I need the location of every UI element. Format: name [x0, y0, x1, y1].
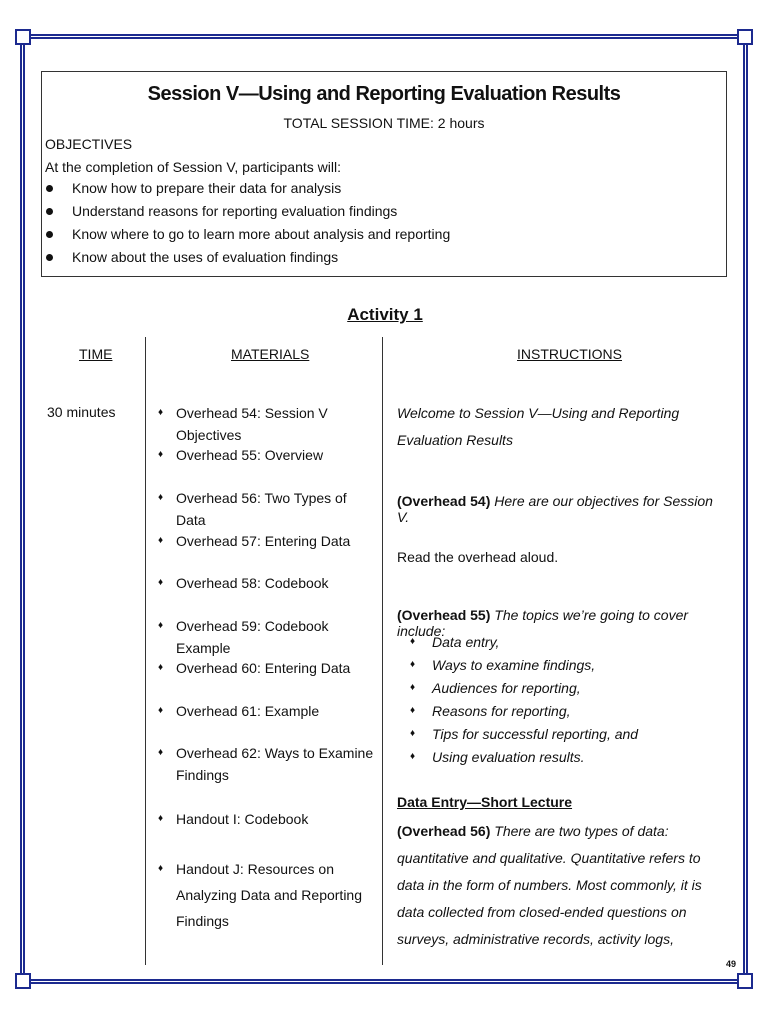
diamond-bullet-icon: ♦ — [158, 535, 164, 546]
diamond-bullet-icon: ♦ — [158, 577, 164, 588]
objectives-list — [42, 180, 450, 272]
border-right — [743, 34, 748, 984]
objectives-heading: OBJECTIVES — [45, 136, 133, 152]
border-bottom — [20, 979, 748, 984]
list-item: ♦ Overhead 62: Ways to Examine Findings — [158, 742, 376, 786]
overhead-56-instruction: (Overhead 56) There are two types of data: quantitative and qualitative. Quantitative refers to data in the form of numbers. Most commonly, it is data collected from closed-ended questions on surveys, administrative records, activity logs, — [397, 823, 702, 947]
column-header-instructions: INSTRUCTIONS — [517, 346, 622, 362]
border-top — [20, 34, 748, 39]
list-item: ♦ Overhead 57: Entering Data — [158, 530, 376, 552]
border-corner-top-left — [15, 29, 31, 45]
list-item: ♦ Ways to examine findings, — [410, 657, 596, 673]
objective-item: Know how to prepare their data for analysis — [42, 180, 450, 203]
section-heading: Data Entry—Short Lecture — [397, 794, 573, 810]
column-header-materials: MATERIALS — [231, 346, 310, 362]
objective-item: Know about the uses of evaluation findings — [42, 249, 450, 272]
diamond-bullet-icon: ♦ — [158, 492, 164, 503]
objective-item: Know where to go to learn more about analysis and reporting — [42, 226, 450, 249]
session-title: Session V—Using and Reporting Evaluation Results — [147, 83, 621, 105]
list-item: ♦ Handout I: Codebook — [158, 808, 376, 830]
border-corner-bottom-left — [15, 973, 31, 989]
objectives-box — [41, 71, 727, 277]
list-item: ♦ Overhead 56: Two Types of Data — [158, 487, 376, 531]
list-item: ♦ Overhead 59: Codebook Example — [158, 615, 376, 659]
diamond-bullet-icon: ♦ — [158, 705, 164, 716]
column-divider-1 — [145, 337, 146, 965]
activity-title: Activity 1 — [347, 305, 423, 324]
diamond-bullet-icon: ♦ — [158, 747, 164, 758]
diamond-bullet-icon: ♦ — [410, 728, 416, 739]
diamond-bullet-icon: ♦ — [158, 449, 164, 460]
column-header-time: TIME — [79, 346, 113, 362]
border-corner-top-right — [737, 29, 753, 45]
border-corner-bottom-right — [737, 973, 753, 989]
diamond-bullet-icon: ♦ — [158, 813, 164, 824]
bullet-icon — [46, 231, 53, 238]
diamond-bullet-icon: ♦ — [158, 620, 164, 631]
diamond-bullet-icon: ♦ — [410, 682, 416, 693]
welcome-text: Welcome to Session V—Using and Reporting Evaluation Results — [397, 405, 680, 448]
diamond-bullet-icon: ♦ — [158, 863, 164, 874]
list-item: ♦ Using evaluation results. — [410, 749, 585, 765]
overhead-55-instruction: (Overhead 55) The topics we’re going to cover include: — [397, 607, 689, 639]
column-divider-2 — [382, 337, 383, 965]
diamond-bullet-icon: ♦ — [158, 662, 164, 673]
list-item: ♦ Overhead 61: Example — [158, 700, 376, 722]
list-item: ♦ Overhead 60: Entering Data — [158, 657, 376, 679]
topics-list — [410, 634, 638, 772]
diamond-bullet-icon: ♦ — [410, 636, 416, 647]
list-item: ♦ Reasons for reporting, — [410, 703, 571, 719]
page-number: 49 — [725, 959, 736, 969]
list-item: ♦ Tips for successful reporting, and — [410, 726, 639, 742]
diamond-bullet-icon: ♦ — [410, 659, 416, 670]
objectives-intro: At the completion of Session V, participants will: — [45, 159, 341, 175]
list-item: ♦ Overhead 55: Overview — [158, 444, 376, 466]
bullet-icon — [46, 185, 53, 192]
diamond-bullet-icon: ♦ — [158, 407, 164, 418]
list-item: ♦ Overhead 54: Session V Objectives — [158, 402, 376, 446]
list-item: ♦ Data entry, — [410, 634, 500, 650]
read-aloud-instruction: Read the overhead aloud. — [397, 549, 559, 565]
time-value: 30 minutes — [47, 404, 116, 420]
objective-item: Understand reasons for reporting evaluation findings — [42, 203, 450, 226]
bullet-icon — [46, 254, 53, 261]
list-item: ♦ Audiences for reporting, — [410, 680, 581, 696]
list-item: ♦ Overhead 58: Codebook — [158, 572, 376, 594]
bullet-icon — [46, 208, 53, 215]
overhead-54-instruction: (Overhead 54) Here are our objectives for Session V. — [397, 493, 713, 525]
session-time: TOTAL SESSION TIME: 2 hours — [283, 115, 485, 131]
list-item: ♦ Handout J: Resources on Analyzing Data and Reporting Findings — [158, 856, 376, 934]
diamond-bullet-icon: ♦ — [410, 751, 416, 762]
diamond-bullet-icon: ♦ — [410, 705, 416, 716]
border-left — [20, 34, 25, 984]
